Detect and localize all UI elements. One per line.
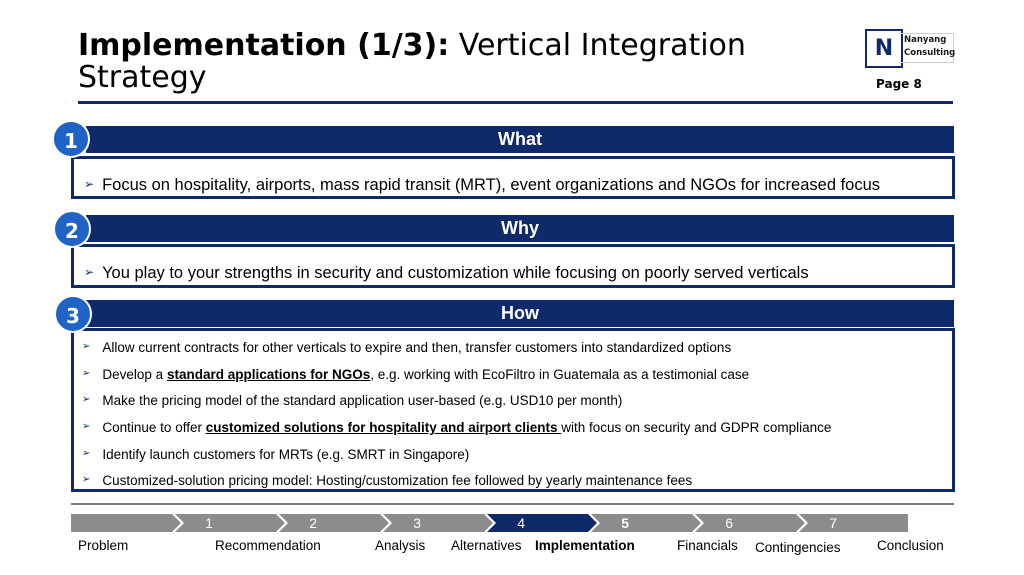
- how-item-text: Identify launch customers for MRTs (e.g. SMRT in Singapore): [102, 446, 470, 462]
- how-item: [82, 391, 831, 418]
- logo-text: [901, 33, 954, 63]
- what-box: [71, 156, 955, 199]
- how-item-text: Develop a: [102, 366, 167, 382]
- how-item-text-end: , e.g. working with EcoFiltro in Guatemala as a testimonial case: [370, 366, 750, 382]
- nav-step-number: 3: [413, 515, 421, 531]
- title-divider: [78, 101, 953, 104]
- how-item-text: Make the pricing model of the standard application user-based (e.g. USD10 per month): [102, 393, 623, 409]
- logo-letter: N: [874, 36, 894, 61]
- how-item: [82, 471, 831, 498]
- title-bold: Implementation (1/3):: [78, 28, 450, 63]
- bullet-arrow-icon: ➢: [82, 341, 91, 352]
- how-list: [82, 338, 831, 498]
- why-text: You play to your strengths in security and customization while focusing on poorly served verticals: [102, 264, 809, 282]
- bullet-arrow-icon: ➢: [82, 394, 91, 406]
- how-item-text: Allow current contracts for other verticals to expire and then, transfer customers into standardized options: [102, 340, 732, 355]
- nav-label-contingencies[interactable]: Contingencies: [755, 540, 841, 555]
- nav-step-number: 4: [517, 515, 525, 531]
- section-number-badge-2: 2: [53, 210, 91, 248]
- title-rest: Vertical Integration Strategy: [78, 28, 746, 95]
- nav-label-analysis[interactable]: Analysis: [375, 538, 426, 553]
- why-item: [84, 264, 809, 283]
- how-heading-bar: How: [86, 300, 954, 327]
- section-number-badge-1: 1: [52, 120, 90, 158]
- how-item-text-end: with focus on security and GDPR compliance: [561, 420, 832, 436]
- how-item: [82, 445, 831, 472]
- bullet-arrow-icon: ➢: [82, 474, 91, 486]
- nav-label-implementation[interactable]: Implementation: [535, 538, 635, 553]
- how-item-text: Continue to offer: [102, 420, 206, 436]
- section-number-badge-3: 3: [54, 295, 92, 333]
- what-item: [84, 176, 880, 195]
- why-box: [71, 244, 955, 288]
- bullet-arrow-icon: ➢: [84, 177, 95, 191]
- how-item: [82, 338, 831, 365]
- company-logo: [865, 29, 954, 68]
- bullet-arrow-icon: ➢: [82, 421, 91, 433]
- nav-label-problem[interactable]: Problem: [78, 538, 129, 553]
- how-item-emphasis: standard applications for NGOs: [166, 366, 371, 382]
- nav-label-financials[interactable]: Financials: [677, 538, 738, 553]
- nav-label-recommendation[interactable]: Recommendation: [215, 538, 321, 553]
- nav-step-number-active: 5: [621, 515, 629, 531]
- how-item-text: Customized-solution pricing model: Hosting/customization fee followed by yearly maintenance fees: [102, 473, 693, 489]
- page-number: Page 8: [876, 77, 922, 91]
- nav-label-conclusion[interactable]: Conclusion: [877, 538, 944, 553]
- bullet-arrow-icon: ➢: [82, 447, 91, 459]
- logo-line-1: Nanyang: [904, 35, 947, 45]
- what-text: Focus on hospitality, airports, mass rapid transit (MRT), event organizations and NGOs for increased focus: [102, 176, 881, 194]
- page-title: [78, 30, 798, 94]
- what-heading-bar: What: [86, 126, 954, 153]
- nav-step-number: 7: [829, 515, 837, 531]
- how-item-emphasis: customized solutions for hospitality and airport clients: [205, 420, 562, 436]
- nav-step-number: 6: [725, 515, 733, 531]
- nav-step-number: 8: [933, 515, 941, 531]
- bullet-arrow-icon: ➢: [82, 367, 91, 379]
- logo-line-2: Consulting: [904, 48, 956, 58]
- bullet-arrow-icon: ➢: [84, 265, 95, 279]
- nav-label-alternatives[interactable]: Alternatives: [451, 538, 522, 553]
- why-heading-bar: Why: [86, 215, 954, 242]
- how-item: [82, 365, 831, 392]
- how-box: [71, 328, 955, 492]
- how-item: [82, 418, 831, 445]
- nav-step-number: 2: [309, 515, 317, 531]
- nav-step-number: 1: [205, 515, 213, 531]
- nav-divider: [71, 503, 954, 505]
- nav-chevron[interactable]: [71, 514, 181, 532]
